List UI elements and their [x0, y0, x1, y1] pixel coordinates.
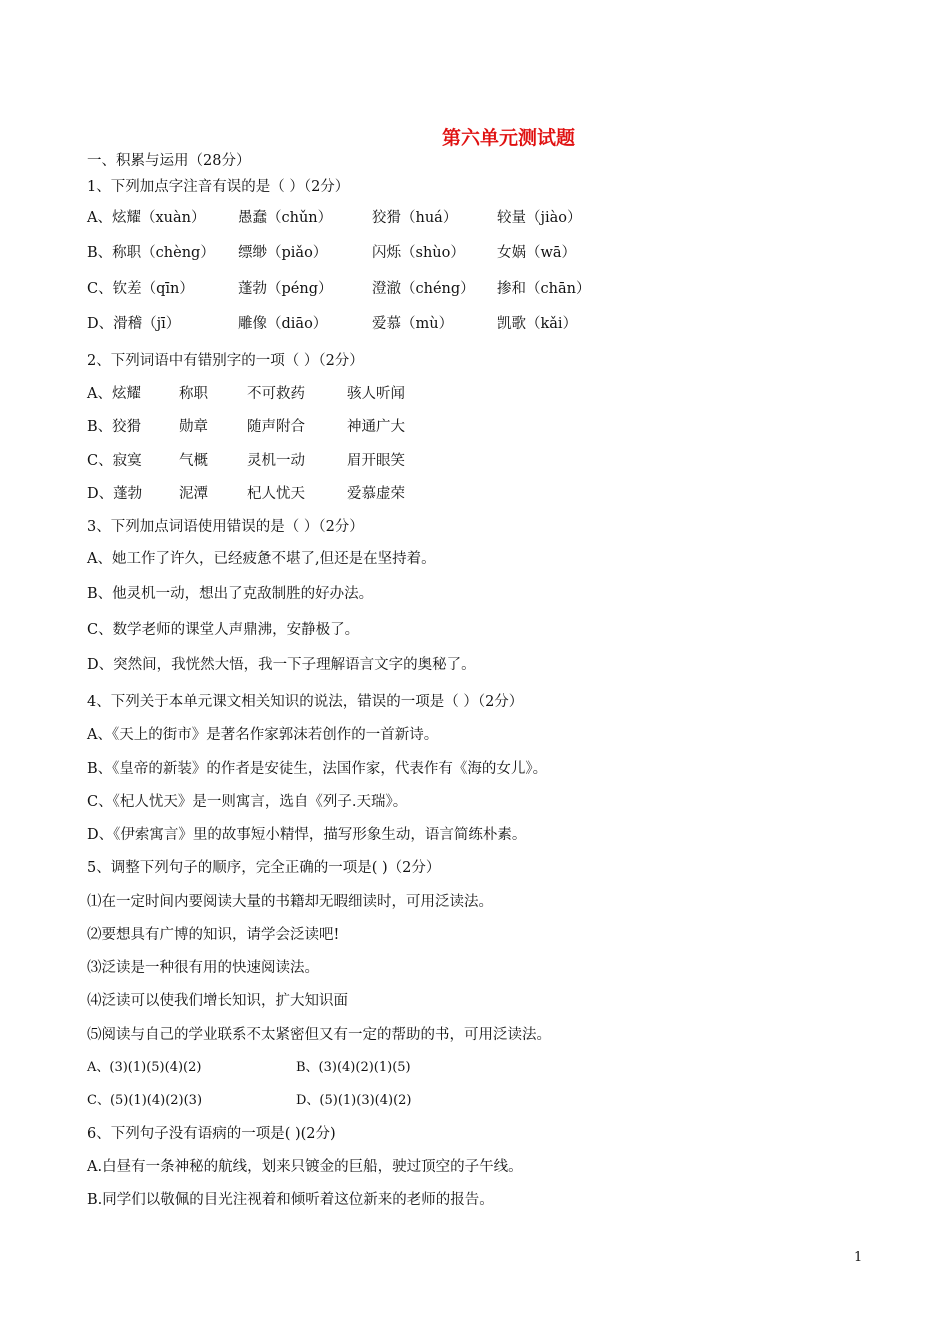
question-4-option-d: D、《伊索寓言》里的故事短小精悍，描写形象生动，语言简练朴素。	[87, 827, 527, 843]
question-5-sentence: ⑷泛读可以使我们增长知识，扩大知识面	[87, 993, 348, 1009]
question-3-stem: 3、下列加点词语使用错误的是（ ）（2分）	[87, 519, 364, 535]
question-6-stem: 6、下列句子没有语病的一项是( )(2分)	[87, 1126, 336, 1142]
page-title: 第六单元测试题	[441, 127, 575, 149]
question-3-option-a: A、她工作了许久，已经疲惫不堪了,但还是在坚持着。	[87, 551, 436, 567]
exam-page: 第六单元测试题 一、积累与运用（28分） 1、下列加点字注音有误的是（ ）（2分） A、炫耀（xuàn） 愚蠢（chǔn） 狡猾（huá） 较量（jiào） B、称职（chèng） 缥缈（piǎo） 闪烁（shùo） 女娲（wā） C、钦差（qīn） 蓬勃（péng） 澄澈（chéng） 掺和（chān） D、滑稽（jī） 雕像（diāo） 爱慕（mù） 凯歌（kǎi） 2、下列词语中有错别字的一项（ ）（2分） A、炫耀 称职 不可救药 骇人听闻 B、狡猾 勋章 随声附合 神通广大 C、寂寞 气概 灵机一动 眉开眼笑 D、蓬勃 泥潭 杞人忧天 爱慕虚荣 3、下列加点词语使用错误的是（ ）（2分） A、她工作了许久，已经疲惫不堪了,但还是在坚持着。 B、他灵机一动，想出了克敌制胜的好办法。 C、数学老师的课堂人声鼎沸，安静极了。 D、突然间，我恍然大悟，我一下子理解语言文字的奥秘了。 4、下列关于本单元课文相关知识的说法，错误的一项是（ ）（2分） A、《天上的街市》是著名作家郭沫若创作的一首新诗。 B、《皇帝的新装》的作者是安徒生，法国作家，代表作有《海的女儿》。 C、《杞人忧天》是一则寓言，选自《列子.天瑞》。 D、《伊索寓言》里的故事短小精悍，描写形象生动，语言简练朴素。 5、调整下列句子的顺序，完全正确的一项是( )（2分） ⑴在一定时间内要阅读大量的书籍却无暇细读时，可用泛读法。 ⑵要想具有广博的知识，请学会泛读吧! ⑶泛读是一种很有用的快速阅读法。 ⑷泛读可以使我们增长知识，扩大知识面 ⑸阅读与自己的学业联系不太紧密但又有一定的帮助的书，可用泛读法。 A、(3)(1)(5)(4)(2) B、(3)(4)(2)(1)(5) C、(5)(1)(4)(2)(3) D、(5)(1)(3)(4)(2) 6、下列句子没有语病的一项是( )(2分) A.白昼有一条神秘的航线，划来只镀金的巨船，驶过顶空的子午线。 B.同学们以敬佩的目光注视着和倾听着这位新来的老师的报告。 1	[0, 0, 950, 1344]
question-4-option-c: C、《杞人忧天》是一则寓言，选自《列子.天瑞》。	[87, 794, 408, 810]
question-6-option-a: A.白昼有一条神秘的航线，划来只镀金的巨船，驶过顶空的子午线。	[87, 1159, 523, 1175]
question-4-option-a: A、《天上的街市》是著名作家郭沫若创作的一首新诗。	[87, 727, 439, 743]
question-3-option-d: D、突然间，我恍然大悟，我一下子理解语言文字的奥秘了。	[87, 657, 476, 673]
page-number: 1	[854, 1250, 863, 1265]
question-6-option-b: B.同学们以敬佩的目光注视着和倾听着这位新来的老师的报告。	[87, 1192, 494, 1208]
question-5-stem: 5、调整下列句子的顺序，完全正确的一项是( )（2分）	[87, 860, 441, 876]
question-3-option-c: C、数学老师的课堂人声鼎沸，安静极了。	[87, 622, 360, 638]
question-4-option-b: B、《皇帝的新装》的作者是安徒生，法国作家，代表作有《海的女儿》。	[87, 761, 548, 777]
question-4-stem: 4、下列关于本单元课文相关知识的说法，错误的一项是（ ）（2分）	[87, 694, 524, 710]
question-2-stem: 2、下列词语中有错别字的一项（ ）（2分）	[87, 353, 364, 369]
question-5-sentence: ⑸阅读与自己的学业联系不太紧密但又有一定的帮助的书，可用泛读法。	[87, 1027, 551, 1043]
question-3-option-b: B、他灵机一动，想出了克敌制胜的好办法。	[87, 586, 374, 602]
question-5-sentence: ⑴在一定时间内要阅读大量的书籍却无暇细读时，可用泛读法。	[87, 894, 493, 910]
question-1-stem: 1、下列加点字注音有误的是（ ）（2分）	[87, 179, 350, 195]
question-5-sentence: ⑶泛读是一种很有用的快速阅读法。	[87, 960, 319, 976]
question-5-sentence: ⑵要想具有广博的知识，请学会泛读吧!	[87, 927, 340, 943]
section-heading: 一、积累与运用（28分）	[87, 153, 251, 169]
